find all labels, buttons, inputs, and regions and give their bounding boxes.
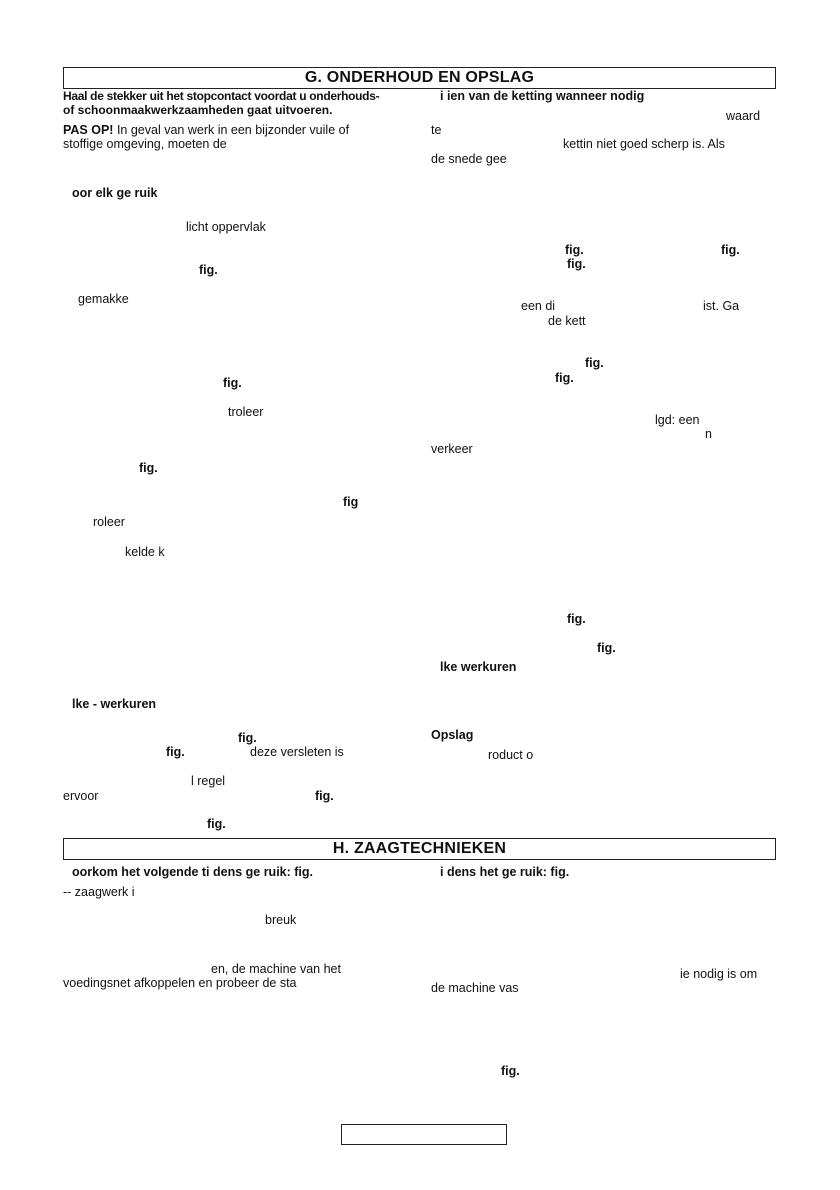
text-breuk: breuk <box>265 913 297 927</box>
fig-ref: fig. <box>721 243 740 257</box>
text-roduct: roduct o <box>488 748 534 762</box>
ketting-slijpen-heading: i ien van de ketting wanneer nodig <box>440 89 645 103</box>
text-eendi: een di <box>521 299 556 313</box>
fig-ref: fig. <box>555 371 574 385</box>
tijdens-gebruik-heading: i dens het ge ruik: fig. <box>440 865 570 879</box>
text-machine-vas: de machine vas <box>431 981 519 995</box>
text-voedingsnet: voedingsnet afkoppelen en probeer de sta <box>63 976 297 990</box>
pasop-label: PAS OP! <box>63 123 114 137</box>
text-versleten: deze versleten is <box>250 745 344 759</box>
text-snede: de snede gee <box>431 152 507 166</box>
opslag-heading: Opslag <box>431 728 474 742</box>
text-licht: licht oppervlak <box>186 220 266 234</box>
text-istga: ist. Ga <box>703 299 740 313</box>
fig-ref: fig. <box>585 356 604 370</box>
fig-ref: fig. <box>139 461 158 475</box>
text-n: n <box>705 427 712 441</box>
fig-ref: fig. <box>207 817 226 831</box>
voor-elk-gebruik-heading: oor elk ge ruik <box>72 186 158 200</box>
section-g-header: G. ONDERHOUD EN OPSLAG <box>63 67 776 89</box>
text-troleer: troleer <box>228 405 264 419</box>
text-te: te <box>431 123 442 137</box>
text-lgd: lgd: een <box>655 413 700 427</box>
fig-ref: fig. <box>315 789 334 803</box>
fig-ref: fig. <box>166 745 185 759</box>
text-nodig: ie nodig is om <box>680 967 758 981</box>
pasop-text: In geval van werk in een bijzonder vuile of <box>113 123 350 137</box>
fig-ref: fig. <box>567 257 586 271</box>
fig-ref: fig. <box>565 243 584 257</box>
elke-werkuren-heading-right: lke werkuren <box>440 660 517 674</box>
fig-ref: fig. <box>223 376 242 390</box>
pasop-line-2: stoffige omgeving, moeten de <box>63 137 227 151</box>
text-gemakke: gemakke <box>78 292 129 306</box>
text-dekett: de kett <box>548 314 586 328</box>
fig-ref: fig. <box>501 1064 520 1078</box>
elke-werkuren-heading: lke - werkuren <box>72 697 157 711</box>
pasop-line <box>63 123 349 137</box>
intro-line-2: of schoonmaakwerkzaamheden gaat uitvoeren. <box>63 103 333 117</box>
fig-ref: fig. <box>199 263 218 277</box>
voorkom-heading: oorkom het volgende ti dens ge ruik: fig. <box>72 865 313 879</box>
page-number-box <box>341 1124 507 1145</box>
text-waard: waard <box>726 109 761 123</box>
text-ervoor: ervoor <box>63 789 99 803</box>
text-kelde: kelde k <box>125 545 165 559</box>
text-verkeer: verkeer <box>431 442 473 456</box>
text-regel: l regel <box>191 774 226 788</box>
text-zaagwerk: -- zaagwerk i <box>63 885 135 899</box>
section-h-header: H. ZAAGTECHNIEKEN <box>63 838 776 860</box>
intro-line-1: Haal de stekker uit het stopcontact voordat u onderhouds- <box>63 89 380 103</box>
fig-ref: fig. <box>567 612 586 626</box>
fig-ref: fig. <box>597 641 616 655</box>
text-en-machine: en, de machine van het <box>211 962 341 976</box>
fig-ref: fig <box>343 495 359 509</box>
text-kettin: kettin niet goed scherp is. Als <box>563 137 725 151</box>
text-roleer: roleer <box>93 515 125 529</box>
fig-ref: fig. <box>238 731 257 745</box>
